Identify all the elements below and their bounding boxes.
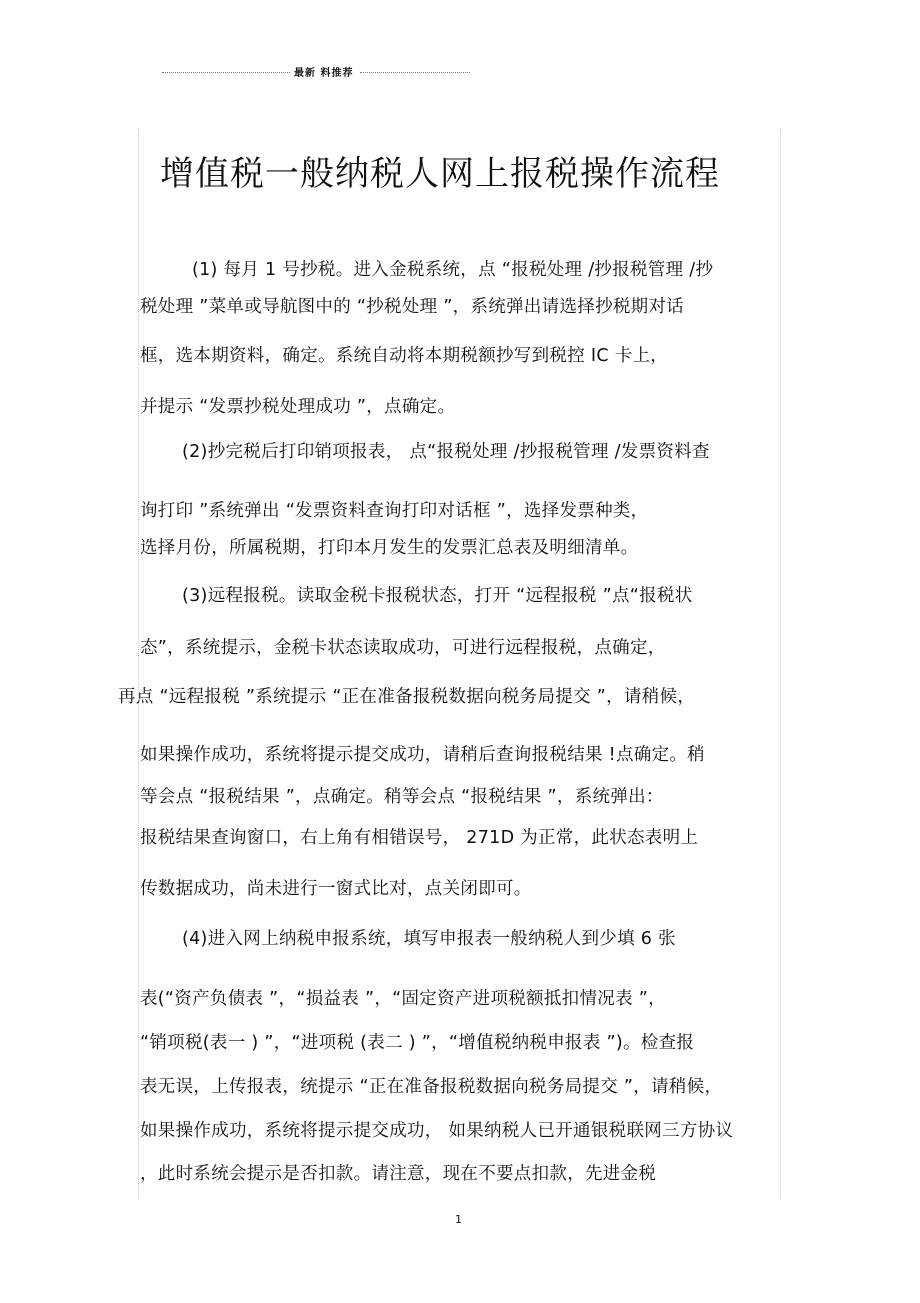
- page-number: 1: [455, 1213, 462, 1226]
- header-text: 最新 料推荐: [294, 68, 354, 79]
- document-title: 增值税一般纳税人网上报税操作流程: [160, 154, 720, 194]
- body-line: 态”，系统提示，金税卡状态读取成功，可进行远程报税，点确定，: [140, 638, 666, 658]
- body-line: 再点 “远程报税 ”系统提示 “正在准备报税数据向税务局提交 ”，请稍候，: [118, 687, 696, 707]
- right-margin-guide: [780, 128, 781, 1198]
- running-header: [162, 64, 470, 80]
- header-dotted-rule-left: [162, 72, 290, 73]
- body-line: (1) 每月 1 号抄税。进入金税系统，点 “报税处理 /抄报税管理 /抄: [192, 260, 714, 280]
- body-line: 报税结果查询窗口，右上角有相错误号， 271D 为正常，此状态表明上: [140, 828, 699, 848]
- body-line: 如果操作成功，系统将提示提交成功， 如果纳税人已开通银税联网三方协议: [140, 1121, 734, 1141]
- body-line: “销项税(表一 ) ”，“进项税 (表二 ) ”，“增值税纳税申报表 ”)。检查报: [140, 1033, 695, 1053]
- body-line: 选择月份，所属税期，打印本月发生的发票汇总表及明细清单。: [140, 538, 639, 558]
- body-line: 税处理 ”菜单或导航图中的 “抄税处理 ”，系统弹出请选择抄税期对话: [140, 297, 685, 317]
- body-line: 传数据成功，尚未进行一窗式比对，点关闭即可。: [140, 879, 532, 899]
- body-line: 如果操作成功，系统将提示提交成功，请稍后查询报税结果 !点确定。稍: [140, 745, 705, 765]
- body-line: ，此时系统会提示是否扣款。请注意，现在不要点扣款，先进金税: [140, 1164, 657, 1184]
- body-line: 表无误，上传报表，统提示 “正在准备报税数据向税务局提交 ”，请稍候，: [140, 1077, 723, 1097]
- header-dotted-rule-right: [360, 72, 470, 73]
- body-line: 询打印 ”系统弹出 “发票资料查询打印对话框 ”，选择发票种类，: [140, 501, 649, 521]
- body-line: 框，选本期资料，确定。系统自动将本期税额抄写到税控 IC 卡上，: [140, 346, 669, 366]
- body-line: (4)进入网上纳税申报系统，填写申报表一般纳税人到少填 6 张: [182, 929, 676, 949]
- body-line: (2)抄完税后打印销项报表， 点“报税处理 /抄报税管理 /发票资料查: [182, 442, 710, 462]
- body-line: 等会点 “报税结果 ”，点确定。稍等会点 “报税结果 ”，系统弹出：: [140, 787, 664, 807]
- left-margin-guide: [138, 128, 139, 1198]
- body-line: 并提示 “发票抄税处理成功 ”，点确定。: [140, 397, 456, 417]
- body-line: 表(“资产负债表 ”，“损益表 ”，“固定资产进项税额抵扣情况表 ”，: [140, 989, 666, 1009]
- body-line: (3)远程报税。读取金税卡报税状态，打开 “远程报税 ”点“报税状: [182, 586, 693, 606]
